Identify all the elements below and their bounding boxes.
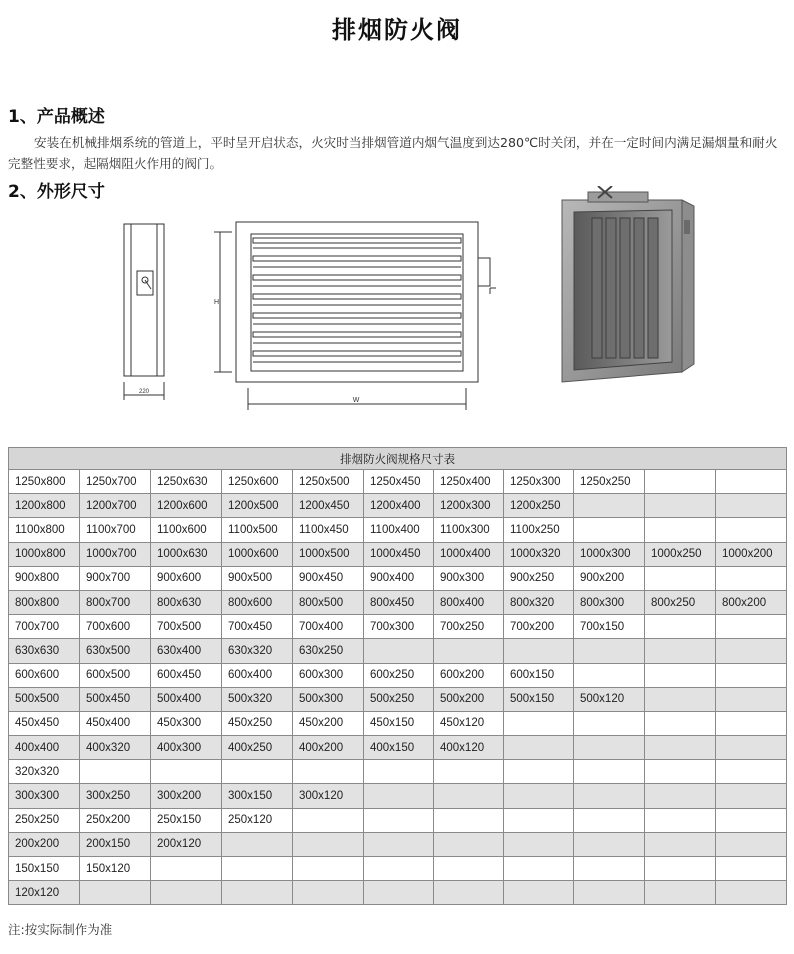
table-cell: 1250x630 [151,470,222,494]
table-cell [645,711,716,735]
table-cell: 1250x300 [504,470,574,494]
dimension-drawing [0,196,520,416]
table-cell [504,857,574,881]
page-title: 排烟防火阀 [332,16,462,44]
front-view-blades [253,238,461,362]
table-cell [574,857,645,881]
table-cell: 1250x700 [80,470,151,494]
table-cell [574,808,645,832]
table-cell: 250x150 [151,808,222,832]
table-cell: 1100x500 [222,518,293,542]
table-cell [434,760,504,784]
table-cell: 900x700 [80,566,151,590]
table-row [9,808,787,832]
table-cell: 500x120 [574,687,645,711]
table-cell: 400x120 [434,736,504,760]
table-cell: 1000x200 [716,542,787,566]
table-row [9,663,787,687]
table-cell: 700x200 [504,615,574,639]
table-cell: 1200x600 [151,494,222,518]
table-cell [716,881,787,905]
table-cell: 1100x400 [364,518,434,542]
table-cell: 900x200 [574,566,645,590]
table-cell [434,784,504,808]
table-cell: 1250x250 [574,470,645,494]
table-row [9,470,787,494]
table-cell [364,808,434,832]
table-cell [574,663,645,687]
table-cell: 630x500 [80,639,151,663]
table-cell: 1000x500 [293,542,364,566]
table-row [9,832,787,856]
table-cell: 900x400 [364,566,434,590]
table-cell: 150x150 [9,857,80,881]
table-cell: 1000x400 [434,542,504,566]
table-cell: 120x120 [9,881,80,905]
table-cell [716,832,787,856]
table-cell: 500x250 [364,687,434,711]
table-cell [434,832,504,856]
table-cell: 800x700 [80,590,151,614]
table-cell: 300x120 [293,784,364,808]
table-cell [222,832,293,856]
table-cell: 450x200 [293,711,364,735]
table-cell [645,494,716,518]
table-cell [574,639,645,663]
table-caption: 排烟防火阀规格尺寸表 [9,448,787,470]
table-body [9,470,787,905]
footnote: 注:按实际制作为准 [8,922,113,937]
table-cell: 400x150 [364,736,434,760]
table-row [9,615,787,639]
table-row [9,542,787,566]
table-cell [716,494,787,518]
table-row [9,518,787,542]
table-cell [574,494,645,518]
table-cell: 700x700 [9,615,80,639]
table-cell: 200x120 [151,832,222,856]
table-cell [222,760,293,784]
table-cell: 500x300 [293,687,364,711]
table-cell: 1000x250 [645,542,716,566]
table-cell: 1250x600 [222,470,293,494]
table-cell: 1000x300 [574,542,645,566]
table-cell: 600x200 [434,663,504,687]
table-cell: 700x150 [574,615,645,639]
table-cell [574,518,645,542]
table-row [9,590,787,614]
table-cell: 630x250 [293,639,364,663]
table-cell [645,615,716,639]
table-row [9,760,787,784]
table-cell [151,760,222,784]
table-cell: 450x150 [364,711,434,735]
table-cell [364,832,434,856]
table-cell: 800x800 [9,590,80,614]
table-cell [645,470,716,494]
table-cell: 700x600 [80,615,151,639]
table-cell: 500x400 [151,687,222,711]
table-cell: 400x400 [9,736,80,760]
table-cell [434,881,504,905]
table-cell [716,663,787,687]
table-cell: 1250x500 [293,470,364,494]
table-cell: 600x500 [80,663,151,687]
table-cell: 800x200 [716,590,787,614]
table-cell [716,760,787,784]
table-cell: 450x300 [151,711,222,735]
table-cell [645,687,716,711]
table-cell: 800x450 [364,590,434,614]
table-cell: 1250x400 [434,470,504,494]
table-cell: 800x320 [504,590,574,614]
height-dimension-label: H [214,299,220,306]
table-cell: 1200x450 [293,494,364,518]
section-heading-overview: 1、产品概述 [8,107,105,127]
table-cell: 700x400 [293,615,364,639]
table-row [9,687,787,711]
table-cell [645,784,716,808]
table-cell [716,470,787,494]
table-cell [716,808,787,832]
table-cell: 1100x450 [293,518,364,542]
table-cell: 320x320 [9,760,80,784]
table-cell: 1000x630 [151,542,222,566]
table-row [9,566,787,590]
side-dimension-label: 220 [138,389,150,395]
table-cell [293,857,364,881]
table-cell [645,832,716,856]
table-cell: 1100x300 [434,518,504,542]
table-row [9,639,787,663]
table-cell [504,784,574,808]
table-cell: 800x300 [574,590,645,614]
table-cell: 630x320 [222,639,293,663]
table-cell [574,784,645,808]
section-heading-dimensions: 2、外形尺寸 [8,182,105,202]
table-cell [645,518,716,542]
table-cell: 800x630 [151,590,222,614]
table-cell [645,663,716,687]
table-row [9,784,787,808]
table-cell [716,711,787,735]
spec-table [8,447,787,905]
table-cell [434,639,504,663]
table-cell [574,711,645,735]
table-row [9,494,787,518]
table-row [9,857,787,881]
table-cell [504,760,574,784]
table-cell: 500x500 [9,687,80,711]
table-row [9,711,787,735]
table-cell [645,639,716,663]
table-cell [151,881,222,905]
table-cell: 1250x800 [9,470,80,494]
table-cell [364,857,434,881]
table-cell [222,857,293,881]
table-cell [574,760,645,784]
table-row [9,881,787,905]
table-cell: 450x450 [9,711,80,735]
table-cell [574,736,645,760]
table-cell: 1100x800 [9,518,80,542]
table-cell: 300x300 [9,784,80,808]
table-cell: 700x300 [364,615,434,639]
table-cell [716,639,787,663]
table-cell [434,857,504,881]
table-cell [364,784,434,808]
width-dimension-label: W [352,397,360,404]
overview-paragraph: 安装在机械排烟系统的管道上，平时呈开启状态，火灾时当排烟管道内烟气温度到达280℃时关闭，并在一定时间内满足漏烟量和耐火完整性要求，起隔烟阻火作用的阀门。 [8,135,778,171]
table-cell: 900x800 [9,566,80,590]
table-cell: 250x200 [80,808,151,832]
table-cell: 1200x250 [504,494,574,518]
table-cell [293,808,364,832]
table-cell [504,881,574,905]
table-cell: 600x400 [222,663,293,687]
table-cell: 400x300 [151,736,222,760]
table-cell: 900x250 [504,566,574,590]
front-view [236,222,496,382]
table-cell [645,736,716,760]
table-cell [504,711,574,735]
side-view [124,224,164,400]
table-cell [645,760,716,784]
table-cell [645,857,716,881]
table-cell [574,832,645,856]
table-cell: 250x120 [222,808,293,832]
table-cell [574,881,645,905]
table-cell [716,784,787,808]
table-cell: 1000x800 [9,542,80,566]
table-cell: 1000x600 [222,542,293,566]
table-cell: 1100x700 [80,518,151,542]
table-cell: 600x150 [504,663,574,687]
table-cell [293,832,364,856]
table-cell [293,881,364,905]
table-cell [716,857,787,881]
table-cell: 800x400 [434,590,504,614]
table-cell [364,760,434,784]
table-cell: 600x450 [151,663,222,687]
table-cell: 400x250 [222,736,293,760]
table-cell: 1200x500 [222,494,293,518]
table-cell: 1200x300 [434,494,504,518]
table-cell: 630x630 [9,639,80,663]
table-cell: 250x250 [9,808,80,832]
table-cell [716,566,787,590]
table-cell: 700x500 [151,615,222,639]
table-cell [504,639,574,663]
table-cell: 1200x800 [9,494,80,518]
table-cell [645,566,716,590]
table-cell: 1000x700 [80,542,151,566]
table-cell: 900x600 [151,566,222,590]
table-cell: 1100x600 [151,518,222,542]
table-cell: 500x200 [434,687,504,711]
table-cell: 450x250 [222,711,293,735]
table-cell: 400x320 [80,736,151,760]
table-cell: 600x250 [364,663,434,687]
table-cell: 450x400 [80,711,151,735]
table-row [9,736,787,760]
table-cell: 1250x450 [364,470,434,494]
table-cell: 500x320 [222,687,293,711]
table-cell: 800x500 [293,590,364,614]
table-cell: 200x200 [9,832,80,856]
table-cell [645,808,716,832]
table-cell: 900x450 [293,566,364,590]
table-cell: 200x150 [80,832,151,856]
table-cell [645,881,716,905]
table-cell: 1200x700 [80,494,151,518]
table-cell: 600x300 [293,663,364,687]
table-cell [434,808,504,832]
table-cell: 300x150 [222,784,293,808]
table-cell [716,736,787,760]
table-cell: 600x600 [9,663,80,687]
table-cell: 630x400 [151,639,222,663]
table-cell: 400x200 [293,736,364,760]
table-cell [364,881,434,905]
table-cell: 800x250 [645,590,716,614]
product-photo [552,186,702,396]
table-cell: 1000x450 [364,542,434,566]
table-cell [504,736,574,760]
table-cell: 800x600 [222,590,293,614]
table-cell [504,832,574,856]
table-cell [222,881,293,905]
table-cell: 1200x400 [364,494,434,518]
table-cell [80,760,151,784]
table-cell: 500x150 [504,687,574,711]
table-cell: 450x120 [434,711,504,735]
table-cell [293,760,364,784]
table-cell [716,687,787,711]
table-cell [716,615,787,639]
table-cell [716,518,787,542]
table-cell: 500x450 [80,687,151,711]
table-cell [504,808,574,832]
table-cell: 1100x250 [504,518,574,542]
table-cell: 1000x320 [504,542,574,566]
table-cell: 150x120 [80,857,151,881]
table-cell [80,881,151,905]
table-cell: 700x450 [222,615,293,639]
table-cell: 900x500 [222,566,293,590]
table-cell [151,857,222,881]
table-cell: 300x250 [80,784,151,808]
table-cell [364,639,434,663]
table-cell: 900x300 [434,566,504,590]
table-cell: 300x200 [151,784,222,808]
table-cell: 700x250 [434,615,504,639]
